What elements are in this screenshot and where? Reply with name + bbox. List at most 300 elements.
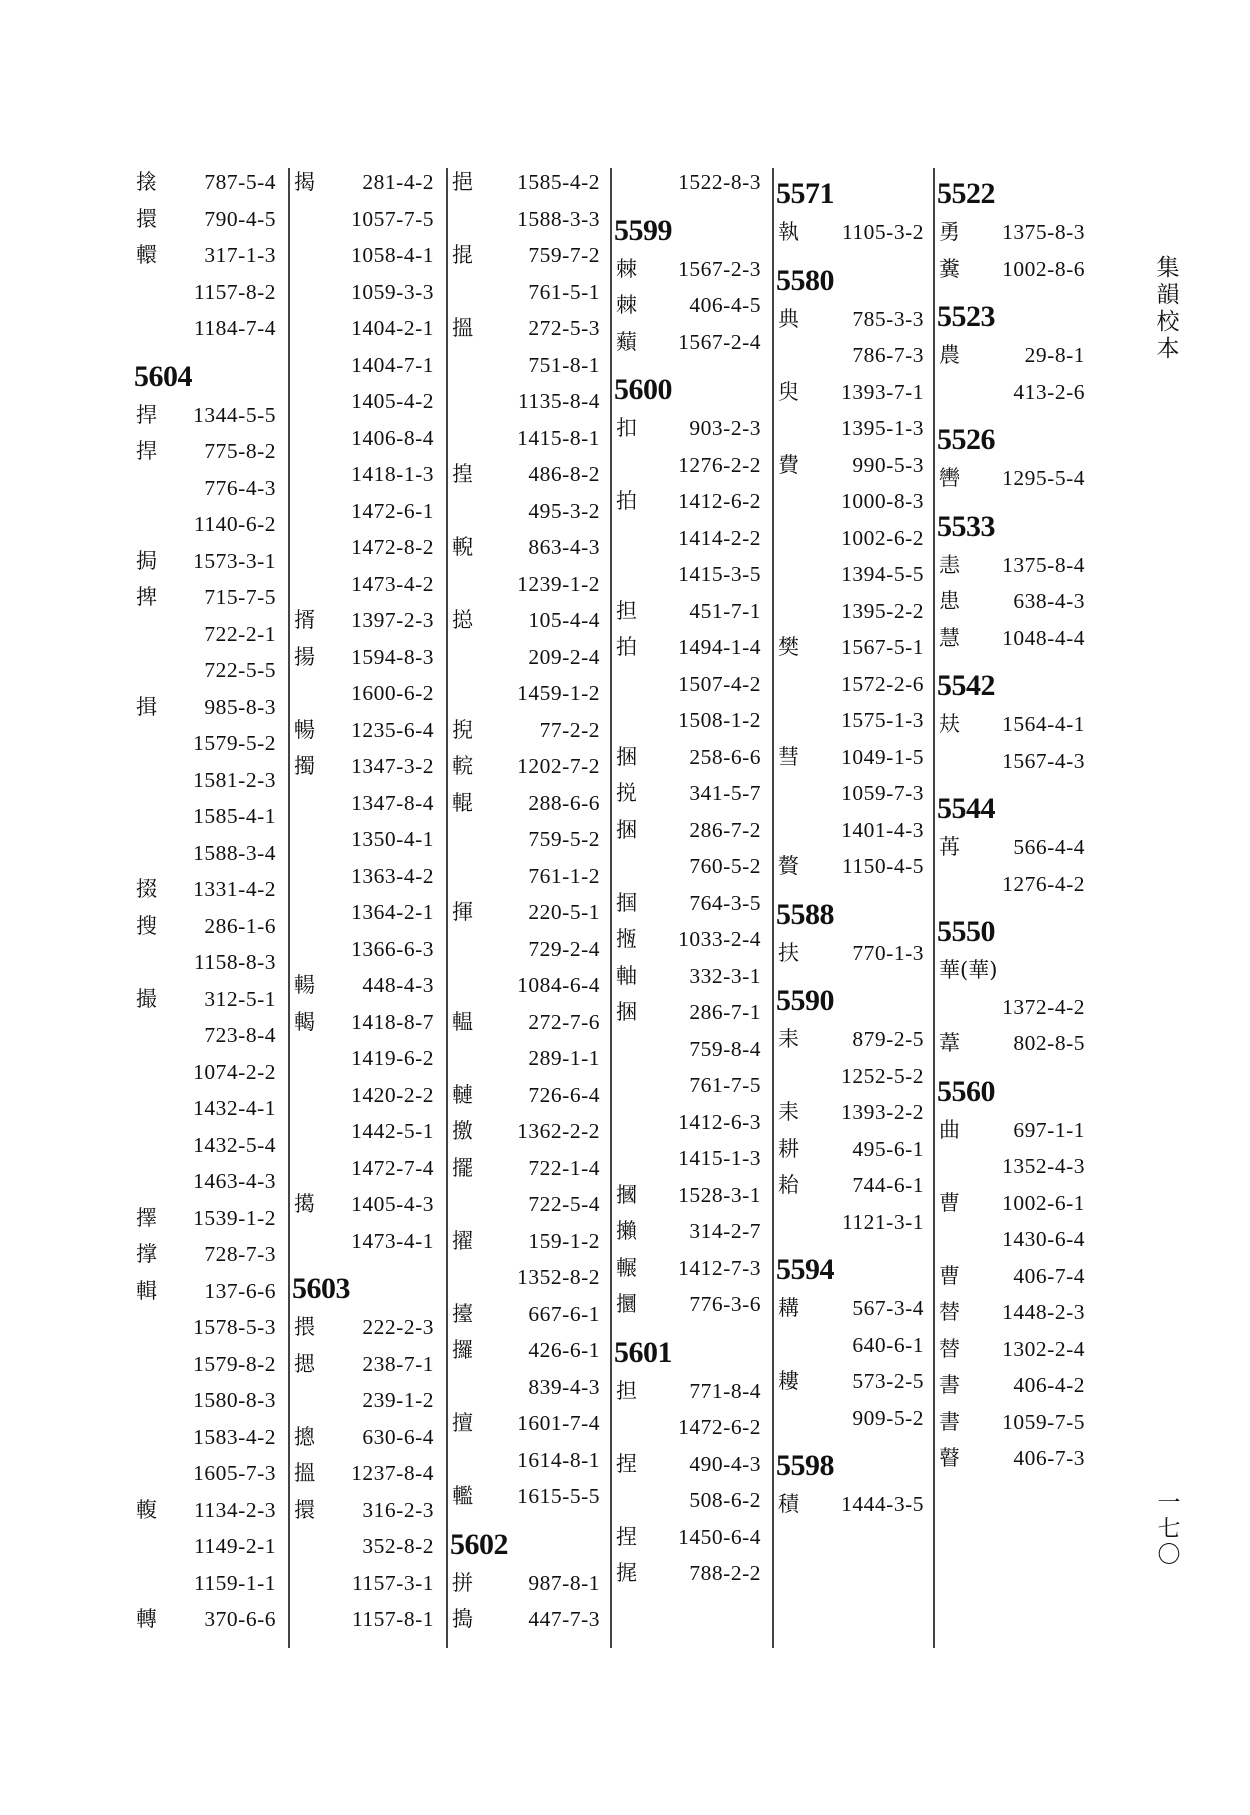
entry-reference: 448-4-3: [362, 973, 434, 997]
section-number: 5588: [776, 897, 834, 931]
entry-character: 典: [778, 306, 799, 331]
entry-reference: 288-6-6: [528, 790, 600, 815]
index-entry: [292, 274, 442, 311]
index-entry: [450, 1077, 608, 1114]
index-entry: [134, 1054, 284, 1091]
entry-character: 摑: [616, 1182, 637, 1207]
entry-reference: 1033-2-4: [678, 927, 761, 951]
index-entry: [292, 347, 442, 384]
index-entry: [937, 460, 1093, 497]
entry-reference: 1588-3-3: [517, 206, 600, 231]
index-entry: [134, 237, 284, 274]
entry-character: 擺: [452, 1155, 473, 1180]
entry-character: 曲: [939, 1117, 960, 1142]
entry-reference: 879-2-5: [852, 1027, 924, 1051]
entry-character: 轡: [939, 466, 960, 490]
entry-character: 擅: [452, 1411, 473, 1435]
entry-reference: 1528-3-1: [678, 1182, 761, 1207]
index-entry: [937, 337, 1093, 374]
index-entry: [776, 1021, 932, 1058]
index-entry: [776, 739, 932, 776]
index-entry: [450, 420, 608, 457]
vertical-glyph: 本: [1156, 336, 1180, 362]
entry-character: 瞽: [939, 1446, 960, 1470]
index-entry: [450, 383, 608, 420]
index-entry: [134, 310, 284, 347]
entry-reference: 1002-6-2: [841, 525, 924, 550]
index-entry: [776, 593, 932, 630]
entry-reference: 761-1-2: [528, 863, 600, 888]
entry-character: 担: [616, 598, 637, 623]
entry-character: 耕: [778, 1136, 799, 1161]
index-entry: [134, 1017, 284, 1054]
entry-reference: 1331-4-2: [193, 877, 276, 901]
index-entry: [776, 848, 932, 885]
index-entry: [450, 1442, 608, 1479]
index-entry: [134, 871, 284, 908]
entry-reference: 495-3-2: [528, 498, 600, 523]
entry-character: 轞: [452, 1484, 473, 1508]
entry-reference: 863-4-3: [528, 535, 600, 559]
entry-reference: 317-1-3: [204, 243, 276, 267]
entry-reference: 1418-8-7: [351, 1009, 434, 1034]
index-entry: [614, 921, 769, 958]
entry-reference: 1567-2-3: [678, 256, 761, 281]
entry-reference: 1157-3-1: [351, 1570, 434, 1595]
entry-reference: 289-1-1: [528, 1046, 600, 1070]
entry-reference: 1202-7-2: [517, 754, 600, 778]
entry-character: 執: [778, 220, 799, 244]
entry-character: 慧: [939, 625, 960, 650]
index-entry: [292, 1528, 442, 1565]
entry-character: 轘: [136, 243, 157, 267]
entry-reference: 751-8-1: [528, 352, 600, 377]
entry-character: 擖: [294, 1192, 315, 1216]
index-entry: [292, 1601, 442, 1638]
index-entry: [292, 201, 442, 238]
index-entry: [134, 543, 284, 580]
index-entry: [134, 652, 284, 689]
entry-character: 棘: [616, 256, 637, 281]
index-entry: [614, 1446, 769, 1483]
entry-reference: 1276-4-2: [1002, 871, 1085, 896]
entry-reference: 759-8-4: [689, 1036, 761, 1061]
index-entry: [614, 1031, 769, 1068]
index-entry: [937, 1294, 1093, 1331]
index-entry: [134, 274, 284, 311]
index-entry: [134, 433, 284, 470]
index-entry: [937, 620, 1093, 657]
index-entry: [614, 164, 769, 201]
entry-character: 摠: [294, 1424, 315, 1449]
entry-character: 搵: [294, 1461, 315, 1485]
entry-reference: 490-4-3: [689, 1451, 761, 1476]
section-number: 5590: [776, 984, 834, 1017]
index-entry: [614, 629, 769, 666]
entry-reference: 638-4-3: [1013, 589, 1085, 613]
index-entry: [450, 1332, 608, 1369]
entry-reference: 222-2-3: [362, 1315, 434, 1339]
entry-reference: 1472-6-2: [678, 1415, 761, 1439]
entry-reference: 1074-2-2: [193, 1059, 276, 1084]
vertical-glyph: 一: [1157, 1490, 1181, 1516]
entry-reference: 726-6-4: [528, 1082, 600, 1107]
entry-reference: 1406-8-4: [351, 425, 434, 450]
index-entry: [776, 214, 932, 251]
entry-reference: 630-6-4: [362, 1424, 434, 1449]
index-entry: [292, 1077, 442, 1114]
index-entry: [614, 1409, 769, 1446]
entry-reference: 1059-3-3: [351, 279, 434, 304]
index-entry: [134, 981, 284, 1018]
entry-reference: 1134-2-3: [193, 1497, 276, 1522]
index-entry: [614, 251, 769, 288]
index-entry: [614, 410, 769, 447]
index-entry: [937, 866, 1093, 903]
index-entry: [614, 287, 769, 324]
entry-reference: 776-4-3: [204, 475, 276, 500]
entry-reference: 239-1-2: [362, 1388, 434, 1412]
index-entry: [134, 1528, 284, 1565]
entry-character: 捭: [136, 585, 157, 609]
index-entry: [937, 1404, 1093, 1441]
index-entry: [937, 214, 1093, 251]
entry-reference: 1415-1-3: [678, 1146, 761, 1170]
entry-reference: 508-6-2: [689, 1488, 761, 1512]
entry-reference: 1575-1-3: [841, 708, 924, 732]
entry-reference: 1276-2-2: [678, 452, 761, 477]
entry-reference: 1430-6-4: [1002, 1227, 1085, 1251]
section-number: 5602: [450, 1527, 508, 1561]
entry-reference: 1394-5-5: [841, 562, 924, 586]
section-number: 5533: [937, 509, 995, 543]
entry-reference: 764-3-5: [689, 890, 761, 915]
entry-reference: 314-2-7: [689, 1219, 761, 1243]
entry-reference: 1414-2-2: [678, 525, 761, 550]
entry-character: 擢: [452, 1228, 473, 1253]
index-entry: [776, 1167, 932, 1204]
entry-character: 掇: [136, 877, 157, 901]
entry-reference: 1059-7-3: [841, 781, 924, 805]
entry-character: 農: [939, 343, 960, 367]
entry-reference: 1572-2-6: [841, 671, 924, 696]
entry-reference: 1350-4-1: [351, 827, 434, 851]
entry-reference: 1295-5-4: [1002, 466, 1085, 490]
entry-reference: 272-7-6: [528, 1009, 600, 1034]
index-entry: [614, 1250, 769, 1287]
index-entry: [450, 347, 608, 384]
entry-reference: 1375-8-3: [1002, 220, 1085, 244]
index-entry: [614, 1555, 769, 1592]
index-entry: [292, 1040, 442, 1077]
column-divider: [288, 168, 290, 1648]
entry-reference: 1578-5-3: [193, 1315, 276, 1339]
entry-reference: 776-3-6: [689, 1292, 761, 1316]
index-entry: [134, 1127, 284, 1164]
entry-reference: 1252-5-2: [841, 1063, 924, 1088]
entry-reference: 1494-1-4: [678, 635, 761, 659]
index-entry: [937, 952, 1093, 989]
entry-character: 書: [939, 1409, 960, 1434]
index-entry: [937, 1221, 1093, 1258]
entry-reference: 1121-3-1: [841, 1209, 924, 1234]
index-entry: [450, 675, 608, 712]
entry-reference: 990-5-3: [852, 452, 924, 477]
entry-character: 撽: [452, 1119, 473, 1143]
entry-reference: 775-8-2: [204, 439, 276, 463]
entry-character: 軸: [616, 963, 637, 988]
index-entry: [134, 798, 284, 835]
entry-reference: 1580-8-3: [193, 1388, 276, 1412]
column-divider: [610, 168, 612, 1648]
index-entry: [614, 739, 769, 776]
section-number: 5550: [937, 915, 995, 948]
entry-reference: 1585-4-2: [517, 170, 600, 194]
entry-character: 擉: [294, 754, 315, 778]
entry-reference: 1594-8-3: [351, 644, 434, 669]
index-entry: [292, 566, 442, 603]
entry-character: 挶: [136, 548, 157, 573]
entry-character: 攞: [452, 1338, 473, 1362]
index-entry: [937, 251, 1093, 288]
index-entry: [614, 702, 769, 739]
entry-reference: 1058-4-1: [351, 243, 434, 267]
entry-character: 輾: [616, 1255, 637, 1280]
index-entry: [937, 1148, 1093, 1185]
index-entry: [776, 1327, 932, 1364]
section-number: 5604: [134, 359, 192, 393]
entry-character: 糞: [939, 256, 960, 281]
index-column-6: [937, 164, 1093, 1477]
entry-reference: 1415-8-1: [517, 425, 600, 450]
entry-reference: 1157-8-1: [351, 1607, 434, 1631]
index-entry: [292, 639, 442, 676]
entry-character: 曹: [939, 1263, 960, 1288]
entry-reference: 1159-1-1: [193, 1570, 276, 1595]
entry-reference: 1405-4-2: [351, 389, 434, 413]
index-entry: [134, 579, 284, 616]
entry-reference: 258-6-6: [689, 744, 761, 769]
index-entry: [450, 821, 608, 858]
index-entry: [450, 529, 608, 566]
entry-reference: 722-5-5: [204, 658, 276, 682]
index-entry: [292, 748, 442, 785]
entry-reference: 77-2-2: [539, 717, 600, 742]
index-entry: [614, 447, 769, 484]
entry-character: 輹: [136, 1497, 157, 1522]
entry-reference: 1364-2-1: [351, 900, 434, 924]
entry-reference: 1237-8-4: [351, 1461, 434, 1485]
index-entry: [292, 164, 442, 201]
entry-character: 輵: [294, 1009, 315, 1034]
index-entry: [292, 420, 442, 457]
entry-reference: 316-2-3: [362, 1497, 434, 1522]
index-entry: [134, 1601, 284, 1638]
index-entry: [776, 1486, 932, 1523]
entry-reference: 787-5-4: [204, 170, 276, 194]
entry-character: 蘱: [616, 329, 637, 354]
entry-reference: 909-5-2: [852, 1405, 924, 1430]
entry-reference: 286-7-1: [689, 1000, 761, 1024]
entry-reference: 451-7-1: [689, 598, 761, 623]
index-entry: [134, 1492, 284, 1529]
index-entry: [134, 506, 284, 543]
entry-reference: 352-8-2: [362, 1534, 434, 1558]
entry-reference: 1302-2-4: [1002, 1336, 1085, 1361]
index-column-4: [614, 164, 769, 1592]
entry-character: 臾: [778, 379, 799, 404]
entry-reference: 1583-4-2: [193, 1424, 276, 1449]
entry-character: 積: [778, 1492, 799, 1516]
entry-character: 轋: [452, 1082, 473, 1107]
entry-reference: 1564-4-1: [1002, 712, 1085, 736]
entry-reference: 286-7-2: [689, 817, 761, 842]
entry-reference: 722-1-4: [528, 1155, 600, 1180]
entry-character: 耬: [778, 1369, 799, 1393]
index-entry: [134, 397, 284, 434]
entry-reference: 1588-3-4: [193, 840, 276, 865]
index-entry: [292, 1309, 442, 1346]
index-entry: [937, 706, 1093, 743]
entry-reference: 1049-1-5: [841, 744, 924, 769]
entry-reference: 1000-8-3: [841, 489, 924, 513]
index-entry: [134, 1455, 284, 1492]
index-column-3: [450, 164, 608, 1638]
entry-reference: 667-6-1: [528, 1301, 600, 1326]
entry-reference: 1507-4-2: [678, 671, 761, 696]
entry-character: 搃: [452, 608, 473, 632]
index-entry: [134, 908, 284, 945]
entry-reference: 312-5-1: [204, 986, 276, 1011]
entry-reference: 1567-2-4: [678, 329, 761, 354]
index-entry: [292, 237, 442, 274]
entry-reference: 640-6-1: [852, 1332, 924, 1357]
entry-reference: 567-3-4: [852, 1296, 924, 1320]
index-entry: [134, 1236, 284, 1273]
entry-reference: 1405-4-3: [351, 1192, 434, 1216]
entry-reference: 1567-4-3: [1002, 748, 1085, 773]
entry-reference: 1472-7-4: [351, 1155, 434, 1180]
index-entry: [614, 848, 769, 885]
entry-reference: 1432-5-4: [193, 1132, 276, 1157]
entry-reference: 1614-8-1: [517, 1447, 600, 1472]
index-entry: [614, 324, 769, 361]
entry-reference: 1404-2-1: [351, 316, 434, 340]
entry-reference: 1375-8-4: [1002, 552, 1085, 577]
entry-reference: 1579-5-2: [193, 731, 276, 755]
index-entry: [937, 374, 1093, 411]
entry-reference: 1600-6-2: [351, 681, 434, 705]
entry-reference: 759-5-2: [528, 827, 600, 851]
section-number: 5544: [937, 792, 995, 825]
entry-reference: 1412-7-3: [678, 1255, 761, 1280]
index-entry: [134, 616, 284, 653]
running-title: [1153, 255, 1183, 363]
section-number: 5603: [292, 1272, 350, 1305]
entry-character: 暢: [294, 717, 315, 742]
index-entry: [450, 310, 608, 347]
index-entry: [292, 1150, 442, 1187]
entry-character: 捏: [616, 1524, 637, 1549]
index-entry: [450, 785, 608, 822]
column-divider: [933, 168, 935, 1648]
entry-reference: 1395-1-3: [841, 416, 924, 440]
entry-reference: 1105-3-2: [841, 220, 924, 244]
index-entry: [134, 944, 284, 981]
entry-reference: 1601-7-4: [517, 1411, 600, 1435]
entry-reference: 1579-8-2: [193, 1351, 276, 1376]
entry-reference: 159-1-2: [528, 1228, 600, 1253]
index-entry: [292, 1419, 442, 1456]
vertical-glyph: 集: [1156, 255, 1180, 281]
index-entry: [450, 1405, 608, 1442]
entry-reference: 1347-3-2: [351, 754, 434, 778]
index-entry: [450, 1040, 608, 1077]
index-entry: [450, 201, 608, 238]
entry-reference: 1401-4-3: [841, 817, 924, 842]
entry-character: 捍: [136, 439, 157, 463]
index-entry: [450, 1113, 608, 1150]
entry-character: 恚: [939, 552, 960, 577]
entry-character: 擐: [294, 1497, 315, 1522]
index-entry: [450, 1259, 608, 1296]
entry-character: 揋: [294, 1315, 315, 1339]
entry-character: 揟: [294, 608, 315, 632]
entry-reference: 1352-8-2: [517, 1265, 600, 1289]
index-entry: [614, 520, 769, 557]
entry-reference: 1366-6-3: [351, 936, 434, 961]
entry-reference: 1059-7-5: [1002, 1409, 1085, 1434]
entry-character: 曹: [939, 1190, 960, 1215]
entry-reference: 29-8-1: [1024, 343, 1085, 367]
entry-reference: 1463-4-3: [193, 1169, 276, 1193]
index-entry: [134, 1565, 284, 1602]
entry-reference: 406-4-2: [1013, 1373, 1085, 1397]
entry-character: 搜: [136, 913, 157, 938]
entry-reference: 281-4-2: [362, 170, 434, 194]
index-entry: [614, 958, 769, 995]
entry-reference: 1508-1-2: [678, 708, 761, 732]
index-entry: [776, 1400, 932, 1437]
entry-character: 捝: [616, 781, 637, 805]
index-entry: [937, 1440, 1093, 1477]
index-entry: [134, 725, 284, 762]
entry-reference: 1450-6-4: [678, 1524, 761, 1549]
index-entry: [134, 1419, 284, 1456]
entry-character: 彗: [778, 744, 799, 769]
index-entry: [776, 629, 932, 666]
index-entry: [614, 812, 769, 849]
index-entry: [292, 821, 442, 858]
entry-character: 葦: [939, 1031, 960, 1055]
entry-character: 扶: [778, 940, 799, 965]
entry-character: 苒: [939, 835, 960, 859]
index-entry: [292, 1382, 442, 1419]
index-entry: [614, 1373, 769, 1410]
entry-character: 㚘: [939, 712, 960, 736]
vertical-glyph: 校: [1156, 309, 1180, 335]
index-entry: [450, 1565, 608, 1602]
section-number: 5542: [937, 669, 995, 702]
index-entry: [614, 1519, 769, 1556]
entry-character: 拼: [452, 1570, 473, 1595]
index-entry: [134, 762, 284, 799]
entry-character: 擇: [136, 1205, 157, 1230]
entry-reference: 760-5-2: [689, 854, 761, 878]
index-entry: [134, 201, 284, 238]
index-entry: [776, 447, 932, 484]
entry-character: 耩: [778, 1296, 799, 1320]
